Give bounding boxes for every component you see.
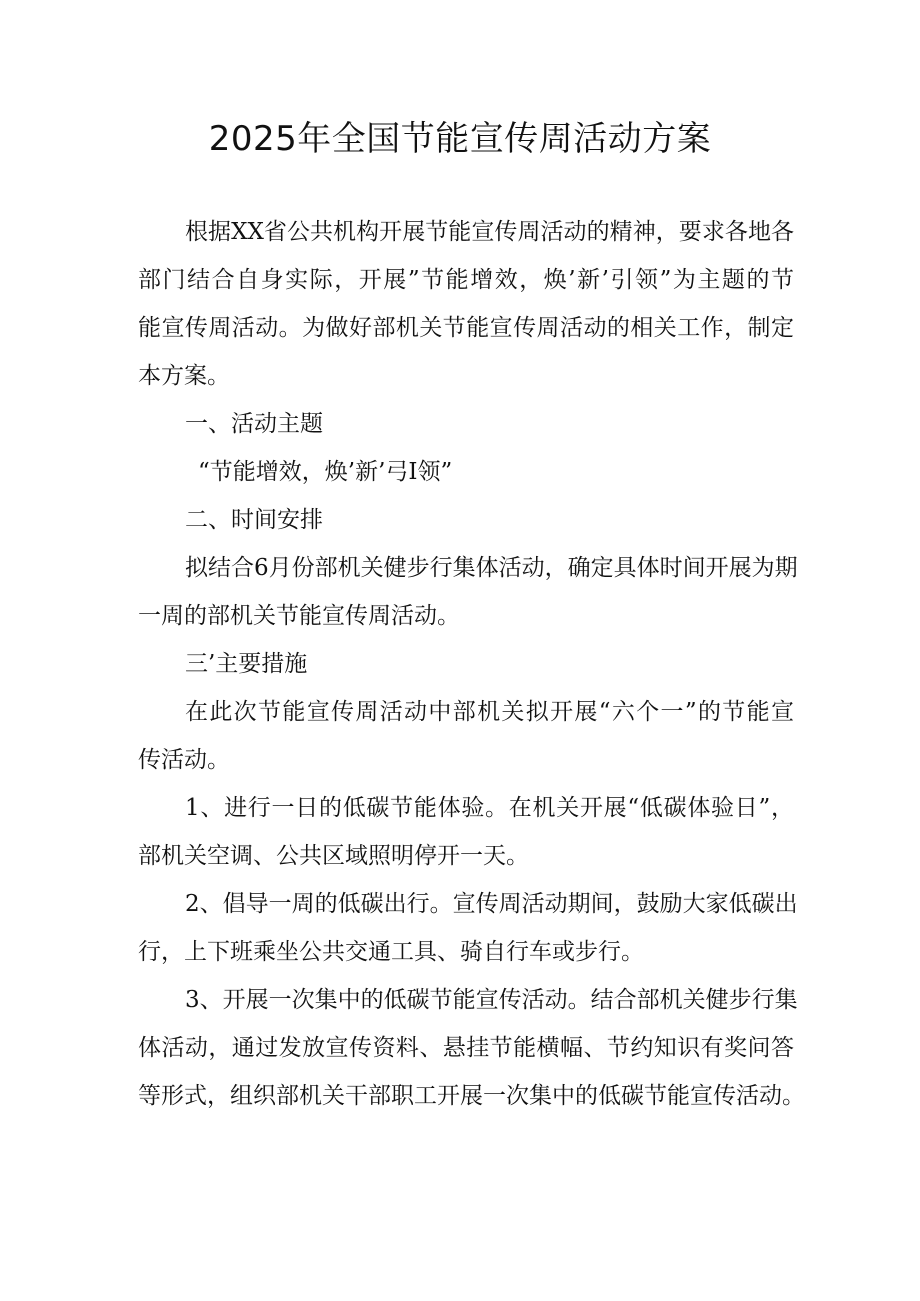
list-item-line: 体活动，通过发放宣传资料、悬挂节能横幅、节约知识有奖问答 xyxy=(138,1035,794,1061)
paragraph-line: 拟结合6月份部机关健步行集体活动，确定具体时间开展为期 xyxy=(185,555,798,581)
paragraph-line: 本方案。 xyxy=(138,363,230,389)
theme-quote: “节能增效，焕’新’弓I领” xyxy=(198,459,453,485)
document-title: 2025年全国节能宣传周活动方案 xyxy=(208,119,712,159)
section-heading: 一、活动主题 xyxy=(185,411,323,437)
list-item-line: 3、开展一次集中的低碳节能宣传活动。结合部机关健步行集 xyxy=(185,987,798,1013)
list-item-line: 1、进行一日的低碳节能体验。在机关开展“低碳体验日”， xyxy=(185,795,794,821)
paragraph-line: 一周的部机关节能宣传周活动。 xyxy=(138,603,460,629)
paragraph-line: 传活动。 xyxy=(138,747,230,773)
list-item-line: 行，上下班乘坐公共交通工具、骑自行车或步行。 xyxy=(138,939,644,965)
document-body xyxy=(138,208,805,1120)
paragraph-line: 能宣传周活动。为做好部机关节能宣传周活动的相关工作，制定 xyxy=(138,315,794,341)
paragraph-line: 部门结合自身实际，开展”节能增效，焕’新’引领”为主题的节 xyxy=(138,267,794,293)
list-item-line: 部机关空调、公共区域照明停开一天。 xyxy=(138,843,529,869)
list-item-line: 2、倡导一周的低碳出行。宣传周活动期间，鼓励大家低碳出 xyxy=(185,891,798,917)
paragraph-line: 根据XX省公共机构开展节能宣传周活动的精神，要求各地各 xyxy=(185,219,794,245)
section-heading: 三’主要措施 xyxy=(185,651,308,677)
paragraph-line: 在此次节能宣传周活动中部机关拟开展“六个一”的节能宣 xyxy=(185,699,794,725)
list-item-line: 等形式，组织部机关干部职工开展一次集中的低碳节能宣传活动。 xyxy=(138,1083,805,1109)
section-heading: 二、时间安排 xyxy=(185,507,323,533)
